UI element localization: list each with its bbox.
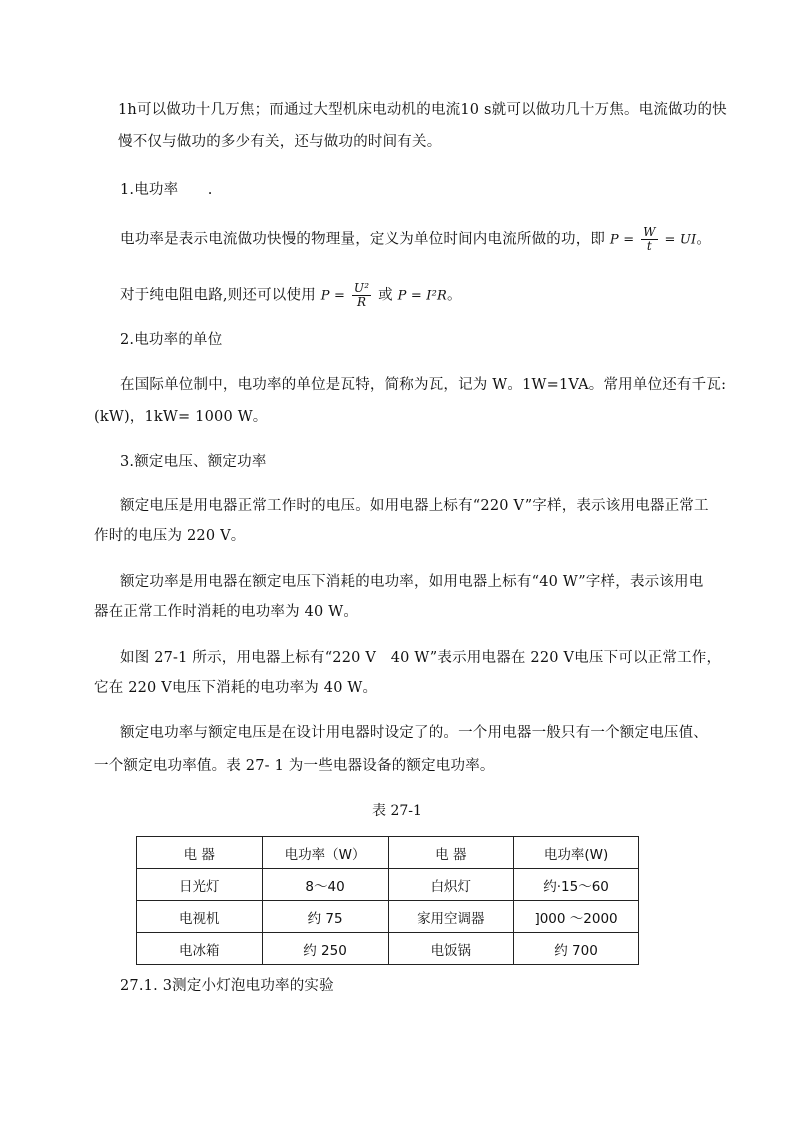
header-cell: 电功率(W) <box>514 837 639 869</box>
paragraph-line: 额定功率是用电器在额定电压下消耗的电功率，如用电器上标有“40 W”字样，表示该用电 <box>120 574 704 590</box>
formula-fraction <box>352 282 371 309</box>
section-heading: 1.电功率 . <box>120 182 213 198</box>
table-row <box>137 933 639 965</box>
table-cell: 电冰箱 <box>137 933 263 965</box>
section-heading: 27.1. 3测定小灯泡电功率的实验 <box>120 978 334 994</box>
table-cell: 家用空调器 <box>388 901 514 933</box>
table-caption: 表 27-1 <box>372 803 422 819</box>
table-row <box>137 901 639 933</box>
table-cell: 8～40 <box>262 869 388 901</box>
formula-fraction <box>641 226 658 253</box>
paragraph-line: 如图 27-1 所示，用电器上标有“220 V 40 W”表示用电器在 220 V电压下可以正常工作， <box>120 650 722 666</box>
header-cell: 电 器 <box>137 837 263 869</box>
paragraph-text: 对于纯电阻电路,则还可以使用 <box>120 287 316 304</box>
section-heading: 2.电功率的单位 <box>120 332 223 348</box>
table-cell: 电视机 <box>137 901 263 933</box>
formula-lhs: P = <box>609 232 635 248</box>
table-cell: 约 250 <box>262 933 388 965</box>
section-heading: 3.额定电压、额定功率 <box>120 454 267 470</box>
fraction-denominator: R <box>356 295 367 309</box>
fraction-numerator: U² <box>353 281 370 295</box>
table-cell: 日光灯 <box>137 869 263 901</box>
table-cell: 白炽灯 <box>388 869 514 901</box>
paragraph-text: 或 <box>378 287 393 304</box>
paragraph-line: 作时的电压为 220 V。 <box>94 528 246 544</box>
table-cell: 约·15～60 <box>514 869 639 901</box>
table-cell: ]000 ～2000 <box>514 901 639 933</box>
formula-power: P = I²R <box>397 288 448 304</box>
paragraph-line: 慢不仅与做功的多少有关，还与做功的时间有关。 <box>118 134 442 150</box>
fraction-denominator: t <box>646 239 652 253</box>
paragraph-line: 额定电功率与额定电压是在设计用电器时设定了的。一个用电器一般只有一个额定电压值、 <box>120 725 708 741</box>
table-header-row <box>137 837 639 869</box>
paragraph-line: 额定电压是用电器正常工作时的电压。如用电器上标有“220 V”字样，表示该用电器正常工 <box>120 498 709 514</box>
paragraph-line: 器在正常工作时消耗的电功率为 40 W。 <box>94 604 359 620</box>
table-cell: 约 75 <box>262 901 388 933</box>
power-rating-table <box>136 836 639 965</box>
formula-lhs: P = <box>320 288 346 304</box>
table-row <box>137 869 639 901</box>
fraction-numerator: W <box>643 225 656 239</box>
header-cell: 电功率（W） <box>262 837 388 869</box>
paragraph-line: 在国际单位制中，电功率的单位是瓦特，简称为瓦，记为 W。1W=1VA。常用单位还有千瓦: <box>120 377 727 393</box>
paragraph-line: 1h可以做功十几万焦；而通过大型机床电动机的电流10 s就可以做功几十万焦。电流做功的快 <box>118 102 727 118</box>
formula-rhs: = UI <box>664 232 697 248</box>
table-cell: 约 700 <box>514 933 639 965</box>
paragraph-line <box>120 226 711 253</box>
paragraph-line: 它在 220 V电压下消耗的电功率为 40 W。 <box>94 680 378 696</box>
paragraph-line <box>120 282 462 309</box>
paragraph-text: 。 <box>447 287 462 304</box>
paragraph-text: 电功率是表示电流做功快慢的物理量，定义为单位时间内电流所做的功，即 <box>120 231 606 248</box>
paragraph-text: 。 <box>696 231 712 248</box>
paragraph-line: (kW)，1kW= 1000 W。 <box>94 409 268 425</box>
header-cell: 电 器 <box>388 837 514 869</box>
paragraph-line: 一个额定电功率值。表 27- 1 为一些电器设备的额定电功率。 <box>94 758 495 774</box>
table-cell: 电饭锅 <box>388 933 514 965</box>
